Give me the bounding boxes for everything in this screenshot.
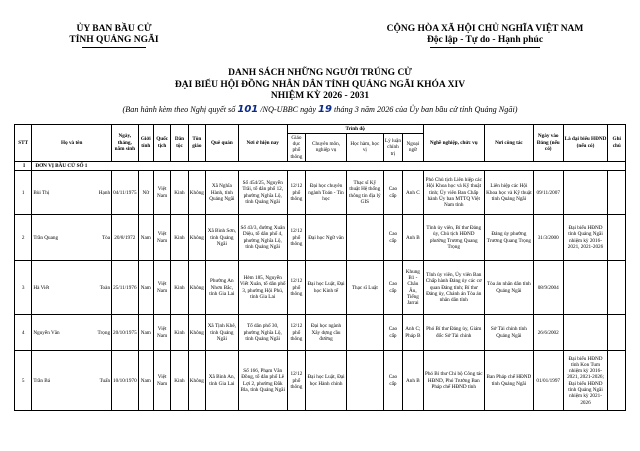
cell-delegate: Đại biểu HĐND tỉnh Quảng Ngãi nhiệm kỳ 2016-2021, 2021-2026 (563, 215, 608, 261)
cell-general: 12/12 phổ thông (287, 171, 305, 215)
title-line-1: DANH SÁCH NHỮNG NGƯỜI TRÚNG CỬ (228, 68, 412, 78)
cell-general: 12/12 phổ thông (287, 351, 305, 411)
col-delegate: Là đại biểu HĐND (nếu có) (563, 124, 608, 161)
cell-ethnicity: Kinh (171, 171, 188, 215)
cell-residence: Hẻm 185, Nguyễn Viết Xuân, tổ dân phố 3, phường Hội Phú, tỉnh Gia Lai (238, 261, 287, 315)
cell-dob: 10/10/1970 (112, 351, 139, 411)
name-last: Hạnh (98, 189, 111, 196)
col-occupation: Nghề nghiệp, chức vụ (423, 124, 484, 161)
national-motto (350, 8, 620, 54)
cell-residence: Tổ dân phố 30, phường Nghĩa Lộ, tỉnh Quảng Ngãi (238, 315, 287, 351)
col-religion: Tôn giáo (188, 124, 205, 161)
authority-province: TỈNH QUẢNG NGÃI (69, 35, 159, 45)
cell-occupation: Tỉnh ủy viên, Ủy viên Ban Chấp hành Đảng ủy các cơ quan Đảng tỉnh; Bí thư Đảng ủy, Chánh án Tòa án nhân dân tỉnh (423, 261, 484, 315)
resolution-reference (14, 104, 626, 115)
cell-religion: Không (188, 315, 205, 351)
cell-general: 12/12 phổ thông (287, 261, 305, 315)
cell-political: Cao cấp (383, 315, 402, 351)
col-workplace: Nơi công tác (484, 124, 533, 161)
cell-ethnicity: Kinh (171, 261, 188, 315)
cell-dob: 04/11/1975 (112, 171, 139, 215)
table-body (15, 161, 626, 410)
cell-workplace: Tòa án nhân dân tỉnh Quảng Ngãi (484, 261, 533, 315)
cell-occupation: Tỉnh ủy viên, Bí thư Đảng ủy, Chủ tịch HĐND phường Trương Quang Trọng (423, 215, 484, 261)
cell-occupation: Phó Bí thư Đảng ủy, Giám đốc Sở Tài chính (423, 315, 484, 351)
cell-note (608, 215, 626, 261)
cell-professional: Đại học ngành Xây dựng cầu đường (306, 315, 347, 351)
cell-nationality: Việt Nam (153, 171, 170, 215)
title-line-2: ĐẠI BIỂU HỘI ĐỒNG NHÂN DÂN TỈNH QUẢNG NGÃI KHÓA XIV (174, 79, 466, 90)
full-name (33, 285, 110, 291)
cell-stt: 4 (15, 315, 32, 351)
issuing-authority (14, 8, 214, 54)
cell-political: Cao cấp (383, 351, 402, 411)
cell-delegate (563, 315, 608, 351)
cell-nationality: Việt Nam (153, 315, 170, 351)
cell-workplace: Ban Pháp chế HĐND tỉnh Quảng Ngãi (484, 351, 533, 411)
cell-occupation: Phó Bí thư Chi bộ Công tác HĐND, Phó Trưởng Ban Pháp chế HĐND tỉnh (423, 351, 484, 411)
cell-language: Anh C (403, 171, 423, 215)
table-row (15, 215, 626, 261)
col-residence: Nơi ở hiện nay (238, 124, 287, 161)
name-first: Trần Bá (33, 377, 51, 384)
cell-stt: 5 (15, 351, 32, 411)
cell-general: 12/12 phổ thông (287, 315, 305, 351)
resolution-number: 101 (237, 103, 259, 115)
cell-nationality: Việt Nam (153, 351, 170, 411)
cell-party-date: 09/11/2007 (533, 171, 563, 215)
cell-party-date: 01/01/1997 (533, 351, 563, 411)
cell-nationality: Việt Nam (153, 261, 170, 315)
name-last: Toàn (99, 284, 111, 291)
cell-stt: 1 (15, 171, 32, 215)
cell-general: 12/12 phổ thông (287, 215, 305, 261)
authority-underline (82, 47, 146, 48)
cell-religion: Không (188, 215, 205, 261)
cell-residence: Số 166, Phạm Văn Đồng, tổ dân phố Lê Lợi 2, phường Đắk Bla, tỉnh Quảng Ngãi (238, 351, 287, 411)
cell-language: Anh B (403, 215, 423, 261)
cell-nationality: Việt Nam (153, 215, 170, 261)
cell-political: Cao cấp (383, 261, 402, 315)
full-name (33, 190, 110, 196)
full-name (33, 378, 110, 384)
cell-note (608, 171, 626, 215)
table-row (15, 351, 626, 411)
cell-ethnicity: Kinh (171, 215, 188, 261)
section-index: I (15, 161, 32, 170)
cell-language: Anh B (403, 351, 423, 411)
col-political: Lý luận chính trị (383, 133, 402, 161)
table-row (15, 171, 626, 215)
elected-delegates-table (14, 124, 626, 412)
cell-professional: Đại học Ngữ văn (306, 215, 347, 261)
motto-underline (430, 47, 540, 48)
cell-hometown: Xã Bình Sơn, tỉnh Quảng Ngãi (206, 215, 239, 261)
cell-ethnicity: Kinh (171, 315, 188, 351)
country-name: CỘNG HÒA XÃ HỘI CHỦ NGHĨA VIỆT NAM (386, 24, 584, 34)
cell-hometown: Xã Nghĩa Hành, tỉnh Quảng Ngãi (206, 171, 239, 215)
col-ethnicity: Dân tộc (171, 124, 188, 161)
cell-party-date: 31/3/2000 (533, 215, 563, 261)
cell-party-date: 26/6/2002 (533, 315, 563, 351)
cell-dob: 20/8/1972 (112, 215, 139, 261)
col-party-date: Ngày vào Đảng (nếu có) (533, 124, 563, 161)
cell-party-date: 08/9/2004 (533, 261, 563, 315)
name-last: Tuấn (99, 377, 111, 384)
name-first: Nguyễn Văn (33, 329, 60, 336)
cell-stt: 3 (15, 261, 32, 315)
col-name: Họ và tên (32, 124, 112, 161)
col-note: Ghi chú (608, 124, 626, 161)
col-gender: Giới tính (138, 124, 153, 161)
cell-ethnicity: Kinh (171, 351, 188, 411)
cell-occupation: Phó Chủ tịch Liên hiệp các Hội Khoa học và Kỹ thuật tỉnh; Ủy viên Ban Chấp hành Ủy ban MTTQ Việt Nam tỉnh (423, 171, 484, 215)
cell-religion: Không (188, 171, 205, 215)
cell-delegate (563, 171, 608, 215)
cell-name (32, 315, 112, 351)
table-row (15, 315, 626, 351)
cell-delegate (563, 261, 608, 315)
sub-pre: (Ban hành kèm theo Nghị quyết số (122, 104, 238, 114)
cell-delegate: Đại biểu HĐND tỉnh Kon Tum nhiệm kỳ 2016-2021, 2021-2026; Đại biểu HĐND tỉnh Quảng Ngãi nhiệm kỳ 2021-2026 (563, 351, 608, 411)
document-titles (14, 68, 626, 115)
cell-professional: Đại học Luật, Đại học Hành chính (306, 351, 347, 411)
col-professional: Chuyên môn, nghiệp vụ (306, 133, 347, 161)
cell-professional: Đại học chuyên ngành Toán - Tin học (306, 171, 347, 215)
cell-hometown: Phường An Nhơn Bắc, tỉnh Gia Lai (206, 261, 239, 315)
sub-post: tháng 3 năm 2026 của Ủy ban bầu cử tỉnh Quảng Ngãi) (331, 104, 518, 114)
cell-degree (346, 215, 383, 261)
cell-note (608, 315, 626, 351)
cell-gender: Nữ (138, 171, 153, 215)
authority-name: ỦY BAN BẦU CỬ (76, 24, 152, 34)
name-first: Hà Viết (33, 284, 50, 291)
cell-degree: Thạc sĩ Kỹ thuật Hệ thống thông tin địa lý GIS (346, 171, 383, 215)
cell-gender: Nam (138, 351, 153, 411)
name-first: Bùi Thị (33, 189, 50, 196)
cell-gender: Nam (138, 315, 153, 351)
cell-hometown: Xã Tịnh Khê, tỉnh Quảng Ngãi (206, 315, 239, 351)
cell-religion: Không (188, 261, 205, 315)
cell-degree (346, 351, 383, 411)
col-nationality: Quốc tịch (153, 124, 170, 161)
cell-residence: Số 454/25, Nguyễn Trãi, tổ dân phố 12, phường Nghĩa Lộ, tỉnh Quảng Ngãi (238, 171, 287, 215)
name-last: Tòa (101, 234, 111, 241)
header-row-1 (15, 124, 626, 133)
cell-political: Cao cấp (383, 215, 402, 261)
document-header (14, 8, 626, 54)
section-row (15, 161, 626, 170)
cell-name (32, 215, 112, 261)
col-general: Giáo dục phổ thông (287, 133, 305, 161)
cell-religion: Không (188, 351, 205, 411)
sub-mid: /NQ-UBBC ngày (258, 104, 319, 114)
full-name (33, 235, 110, 241)
cell-name (32, 261, 112, 315)
cell-name (32, 171, 112, 215)
table-row (15, 261, 626, 315)
col-stt: STT (15, 124, 32, 161)
cell-language: Anh C; Pháp B (403, 315, 423, 351)
motto: Độc lập - Tự do - Hạnh phúc (426, 35, 544, 45)
cell-workplace: Đảng ủy phường Trương Quang Trọng (484, 215, 533, 261)
cell-professional: Đại học Luật, Đại học Kinh tế (306, 261, 347, 315)
cell-degree: Thạc sĩ Luật (346, 261, 383, 315)
col-hometown: Quê quán (206, 124, 239, 161)
col-education: Trình độ (287, 124, 423, 133)
cell-hometown: Xã Bình An, tỉnh Gia Lai (206, 351, 239, 411)
cell-residence: Số 43/3, đường Xuân Diệu, tổ dân phố 4, phường Nghĩa Lộ, tỉnh Quảng Ngãi (238, 215, 287, 261)
name-last: Trọng (97, 329, 111, 336)
col-degree: Học hàm, học vị (346, 133, 383, 161)
col-language: Ngoại ngữ (403, 133, 423, 161)
name-first: Trần Quang (33, 234, 59, 241)
cell-workplace: Liên hiệp các Hội Khoa học và Kỹ thuật tỉnh Quảng Ngãi (484, 171, 533, 215)
cell-gender: Nam (138, 215, 153, 261)
resolution-day: 19 (318, 103, 332, 115)
cell-gender: Nam (138, 261, 153, 315)
title-line-3: NHIỆM KỲ 2026 - 2031 (270, 91, 370, 101)
section-label: ĐƠN VỊ BẦU CỬ SỐ 1 (32, 161, 626, 170)
cell-workplace: Sở Tài chính tỉnh Quảng Ngãi (484, 315, 533, 351)
cell-political: Cao cấp (383, 171, 402, 215)
cell-dob: 25/11/1976 (112, 261, 139, 315)
cell-degree (346, 315, 383, 351)
cell-note (608, 351, 626, 411)
full-name (33, 330, 110, 336)
col-dob: Ngày, tháng, năm sinh (112, 124, 139, 161)
cell-name (32, 351, 112, 411)
cell-note (608, 261, 626, 315)
cell-dob: 20/10/1975 (112, 315, 139, 351)
cell-language: Khung B1 - Châu Âu, Tiếng Jarrai (403, 261, 423, 315)
cell-stt: 2 (15, 215, 32, 261)
